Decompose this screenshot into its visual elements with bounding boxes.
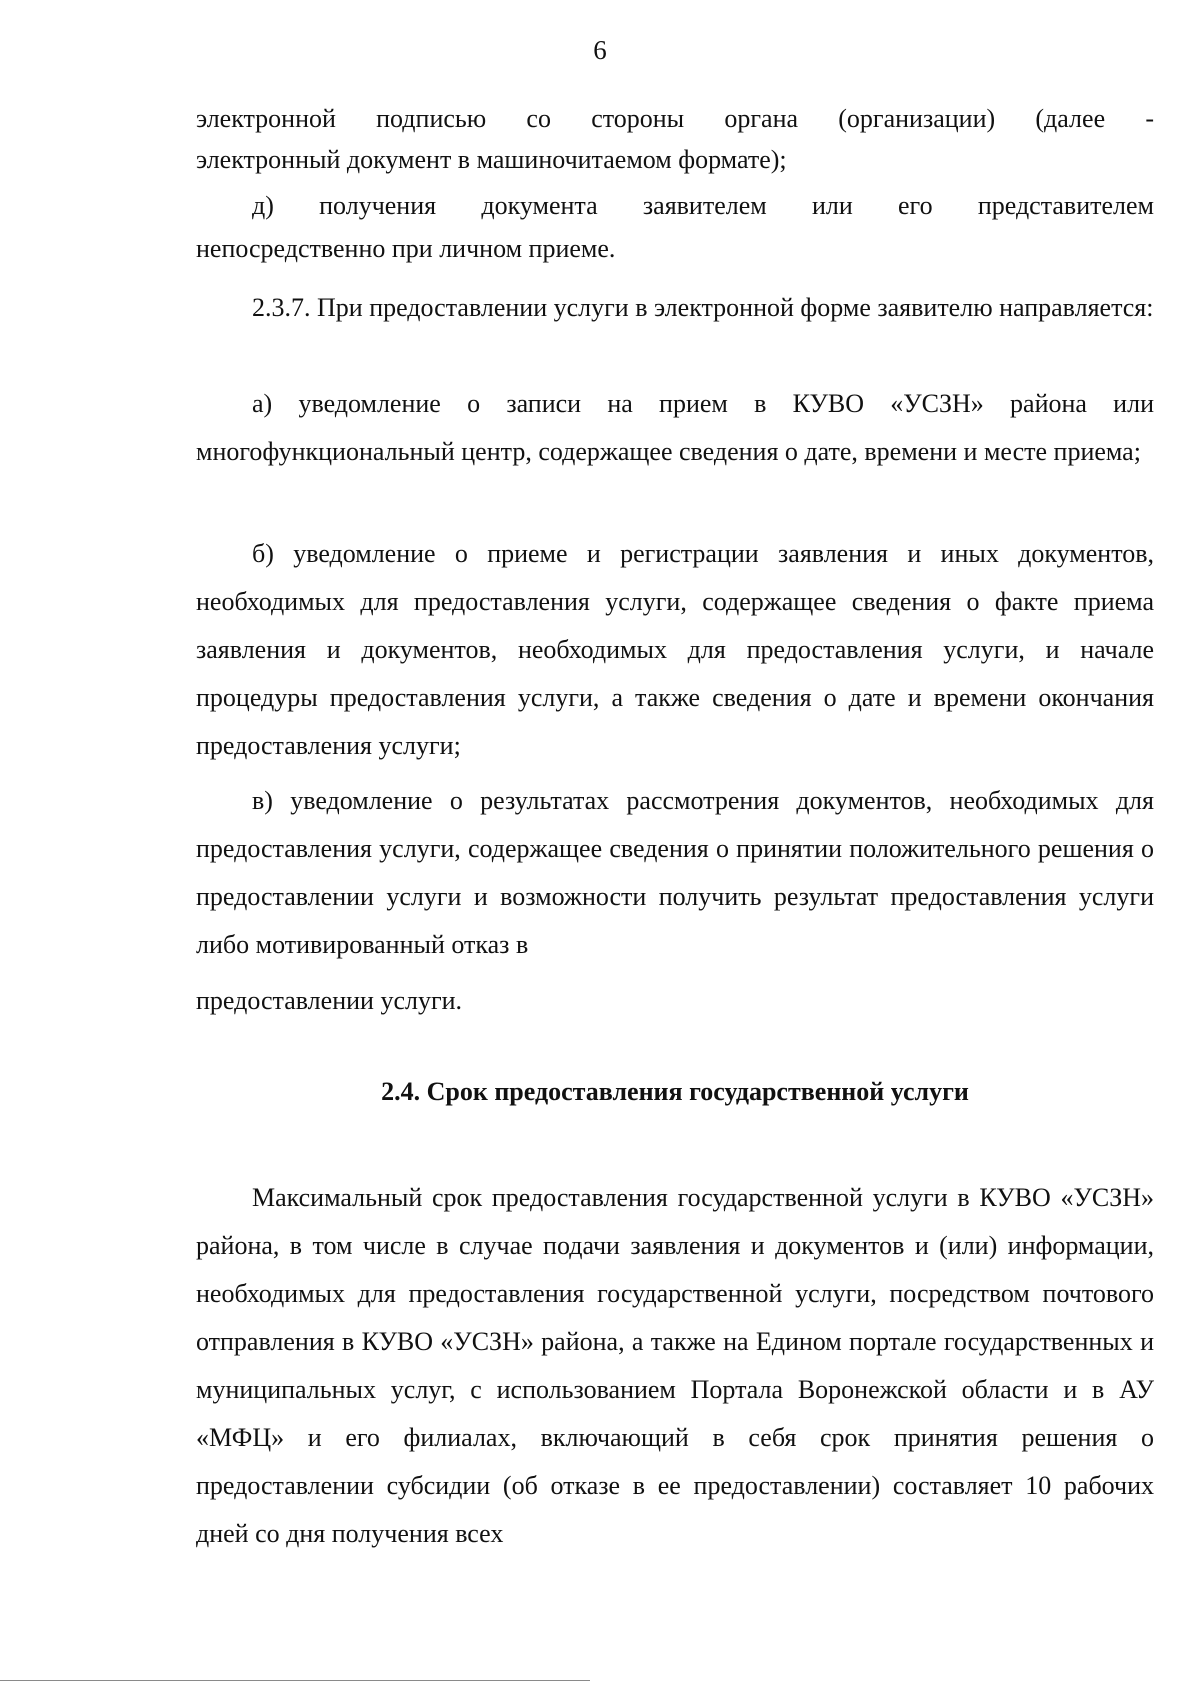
paragraph-item-a: а) уведомление о записи на прием в КУВО «УСЗН» района или многофункциональный центр, содержащее сведения о дате, времени и месте приема; [196, 389, 1154, 466]
paragraph-line: электронной подписью со стороны органа (организации) (далее - [196, 104, 1154, 133]
page-number: 6 [593, 35, 607, 65]
paragraph-2-3-7: 2.3.7. При предоставлении услуги в электронной форме заявителю направляется: [252, 293, 1154, 322]
paragraph-line: электронный документ в машиночитаемом формате); [196, 145, 787, 174]
paragraph-item-b: б) уведомление о приеме и регистрации заявления и иных документов, необходимых для предоставления услуги, содержащее сведения о факте приема заявления и документов, необходимых для предоставления услуги, и начале процедуры предоставления услуги, а также сведения о дате и времени окончания предоставления услуги; [196, 539, 1154, 760]
paragraph-item-v: в) уведомление о результатах рассмотрения документов, необходимых для предоставления услуги, содержащее сведения о принятии положительного решения о предоставлении услуги и возможности получить результат предоставления услуги либо мотивированный отказ в [196, 786, 1154, 959]
paragraph-line: непосредственно при личном приеме. [196, 234, 616, 263]
bottom-rule [0, 1680, 590, 1681]
section-body: Максимальный срок предоставления государственной услуги в КУВО «УСЗН» района, в том числе в случае подачи заявления и документов и (или) информации, необходимых для предоставления государственной услуги, посредством почтового отправления в КУВО «УСЗН» района, а также на Едином портале государственных и муниципальных услуг, с использованием Портала Воронежской области и в АУ «МФЦ» и его филиалах, включающий в себя срок принятия решения о предоставлении субсидии (об отказе в ее предоставлении) составляет 10 рабочих дней со дня получения всех [196, 1183, 1154, 1548]
paragraph-line: д) получения документа заявителем или его представителем [252, 191, 1154, 220]
paragraph-line: предоставлении услуги. [196, 986, 463, 1015]
section-heading: 2.4. Срок предоставления государственной услуги [381, 1077, 969, 1106]
